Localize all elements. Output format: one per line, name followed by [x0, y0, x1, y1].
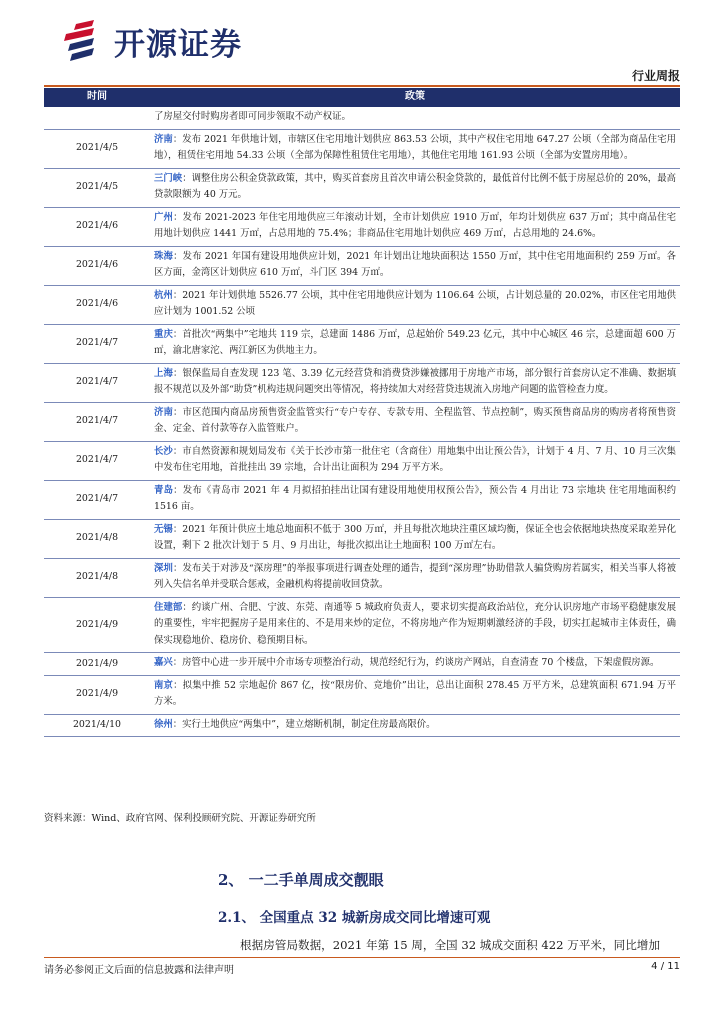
city-name: 嘉兴: [154, 657, 173, 668]
table-row: [44, 653, 680, 676]
row-date: 2021/4/6: [44, 207, 150, 246]
body-paragraph: 根据房管局数据，2021 年第 15 周，全国 32 城成交面积 422 万平米，同比增加: [240, 938, 660, 952]
table-header-row: [44, 88, 680, 107]
policy-text: ：房管中心进一步开展中介市场专项整治行动，规范经纪行为，约谈房产网站，自查清查 70 个楼盘，下架虚假房源。: [172, 657, 660, 668]
city-name: 济南: [154, 406, 173, 418]
table-row: [44, 675, 680, 714]
row-date: 2021/4/7: [44, 480, 150, 519]
policy-text: ：发布 2021 年供地计划，市辖区住宅用地计划供应 863.53 公顷，其中产权住宅用地 647.27 公顷（全部为商品住宅用地），租赁住宅用地 54.33 公顷（全部为保障性租赁住宅用地），其他住宅用地 161.93 公顷（全部为安置房用地）。: [154, 133, 676, 161]
city-name: 上海: [154, 367, 173, 379]
city-name: 广州: [154, 211, 174, 223]
table-row: [44, 519, 680, 558]
policy-text: ：实行土地供应“两集中”，建立熔断机制，制定住房最高限价。: [172, 718, 436, 730]
policy-table: [44, 88, 680, 737]
row-policy: [150, 402, 680, 441]
row-date: 2021/4/6: [44, 285, 150, 324]
row-date: 2021/4/7: [44, 441, 150, 480]
table-row: [44, 324, 680, 363]
city-name: 三门峡: [154, 172, 183, 184]
row-policy: [150, 653, 680, 676]
row-policy: [150, 363, 680, 402]
table-row: [44, 480, 680, 519]
policy-text: ：银保监局自查发现 123 笔、3.39 亿元经营贷和消费贷涉嫌被挪用于房地产市场，部分银行首套房认定不准确、数据填报不规范以及外部“助贷”机构违规问题突出等情况，将持续加大对经营贷违规流入房地产问题的监管检查力度。: [154, 367, 676, 395]
row-date: 2021/4/8: [44, 519, 150, 558]
policy-text: ：发布 2021-2023 年住宅用地供应三年滚动计划，全市计划供应 1910 万㎡，年均计划供应 637 万㎡；其中商品住宅用地计划供应 1441 万㎡，占总用地的 75.4%；非商品住宅用地计划供应 469 万㎡，占总用地的 24.6%。: [154, 211, 676, 239]
row-policy: [150, 129, 680, 168]
table-row: [44, 246, 680, 285]
city-name: 无锡: [154, 523, 173, 535]
row-date: 2021/4/5: [44, 129, 150, 168]
row-date: 2021/4/5: [44, 168, 150, 207]
policy-text: ：约谈广州、合肥、宁波、东莞、南通等 5 城政府负责人，要求切实提高政治站位，充分认识房地产市场平稳健康发展的重要性，牢牢把握房子是用来住的、不是用来炒的定位，不将房地产作为短期刺激经济的手段，切实扛起城市主体责任，确保实现稳地价、稳房价、稳预期目标。: [154, 601, 676, 646]
city-name: 深圳: [154, 562, 173, 574]
policy-table-body: [44, 107, 680, 737]
policy-text: ：首批次“两集中”宅地共 119 宗，总建面 1486 万㎡，总起始价 549.23 亿元，其中中心城区 46 宗，总建面超 600 万㎡，渝北唐家沱、两江新区为供地主力。: [154, 328, 676, 356]
table-row: [44, 207, 680, 246]
row-date: 2021/4/10: [44, 714, 150, 737]
row-date: 2021/4/7: [44, 363, 150, 402]
row-policy: [150, 285, 680, 324]
row-policy: [150, 107, 680, 129]
section-heading-2: 2、 一二手单周成交靓眼: [218, 871, 384, 889]
row-policy: [150, 246, 680, 285]
row-date: [44, 107, 150, 129]
row-policy: [150, 714, 680, 737]
row-policy: [150, 324, 680, 363]
footer-disclaimer: 请务必参阅正文后面的信息披露和法律声明: [44, 965, 234, 976]
row-policy: [150, 480, 680, 519]
row-policy: [150, 558, 680, 597]
row-policy: [150, 597, 680, 653]
policy-text: ：市自然资源和规划局发布《关于长沙市第一批住宅（含商住）用地集中出让预公告》，计划于 4 月、7 月、10 月三次集中发布住宅用地，首批挂出 39 宗地，合计出让面积为 294 万平方米。: [154, 445, 676, 473]
table-row: [44, 714, 680, 737]
report-type-label: 行业周报: [631, 69, 680, 83]
table-row: [44, 558, 680, 597]
table-row: [44, 285, 680, 324]
table-row: [44, 107, 680, 129]
header-rule: [44, 85, 680, 87]
row-policy: [150, 675, 680, 714]
source-note: 资料来源：Wind、政府官网、保利投顾研究院、开源证券研究所: [44, 813, 316, 824]
policy-text: ：调整住房公积金贷款政策，其中，购买首套房且首次申请公积金贷款的，最低首付比例不低于房屋总价的 20%，最高贷款限额为 40 万元。: [154, 172, 676, 200]
city-name: 长沙: [154, 445, 173, 457]
table-row: [44, 441, 680, 480]
table-row: [44, 597, 680, 653]
city-name: 珠海: [154, 250, 174, 262]
row-policy: [150, 441, 680, 480]
table-row: [44, 168, 680, 207]
city-name: 杭州: [154, 289, 173, 301]
row-policy: [150, 207, 680, 246]
column-header-policy: 政策: [150, 88, 680, 107]
table-row: [44, 402, 680, 441]
city-name: 南京: [154, 679, 174, 691]
policy-text: ：2021 年计划供地 5526.77 公顷，其中住宅用地供应计划为 1106.64 公顷，占计划总量的 20.02%，市区住宅用地供应计划为 1001.52 公顷: [154, 289, 676, 317]
city-name: 重庆: [154, 328, 173, 340]
policy-text: ：拟集中推 52 宗地起价 867 亿，按“限房价、竞地价”出让，总出让面积 278.45 万平方米，总建筑面积 671.94 万平方米。: [154, 679, 676, 707]
row-policy: [150, 519, 680, 558]
city-name: 青岛: [154, 484, 174, 496]
row-date: 2021/4/9: [44, 675, 150, 714]
company-logo: [60, 18, 242, 64]
city-name: 济南: [154, 133, 173, 145]
city-name: 住建部: [154, 601, 183, 613]
column-header-date: 时间: [44, 88, 150, 107]
row-date: 2021/4/7: [44, 324, 150, 363]
city-name: 徐州: [154, 718, 173, 730]
policy-text: 了房屋交付时购房者即可同步领取不动产权证。: [154, 111, 351, 122]
row-date: 2021/4/8: [44, 558, 150, 597]
logo-mark-icon: [60, 18, 106, 64]
policy-text: ：发布《青岛市 2021 年 4 月拟招拍挂出让国有建设用地使用权预公告》，预公告 4 月出让 73 宗地块 住宅用地面积约 1516 亩。: [154, 484, 676, 512]
footer-rule: [44, 957, 680, 958]
policy-text: ：2021 年预计供应土地总地面积不低于 300 万㎡，并且每批次地块注重区域均衡，保证全也会依据地块热度采取差异化设置，剩下 2 批次计划于 5 月、9 月出让，每批次拟出让土地面积 100 万㎡左右。: [154, 523, 676, 551]
policy-text: ：市区范围内商品房预售资金监管实行“专户专存、专款专用、全程监管、节点控制”，购买预售商品房的购房者将预售资金、定金、首付款等存入监管账户。: [154, 406, 676, 434]
row-date: 2021/4/6: [44, 246, 150, 285]
row-policy: [150, 168, 680, 207]
row-date: 2021/4/9: [44, 597, 150, 653]
section-heading-2-1: 2.1、 全国重点 32 城新房成交同比增速可观: [218, 910, 491, 926]
table-row: [44, 363, 680, 402]
policy-text: ：发布关于对涉及“深房理”的举报事项进行调查处理的通告，提到“深房理”协助借款人骗贷购房若属实，相关当事人将被列入失信名单并受联合惩戒，金融机构将提前收回贷款。: [154, 562, 676, 590]
row-date: 2021/4/9: [44, 653, 150, 676]
table-row: [44, 129, 680, 168]
policy-text: ：发布 2021 年国有建设用地供应计划，2021 年计划出让地块面积达 1550 万㎡，其中住宅用地面积约 259 万㎡。各区方面，金湾区计划供应 610 万㎡，斗门区 394 万㎡。: [154, 250, 676, 278]
logo-text: 开源证券: [114, 26, 242, 63]
page-number: 4 / 11: [651, 961, 680, 972]
row-date: 2021/4/7: [44, 402, 150, 441]
